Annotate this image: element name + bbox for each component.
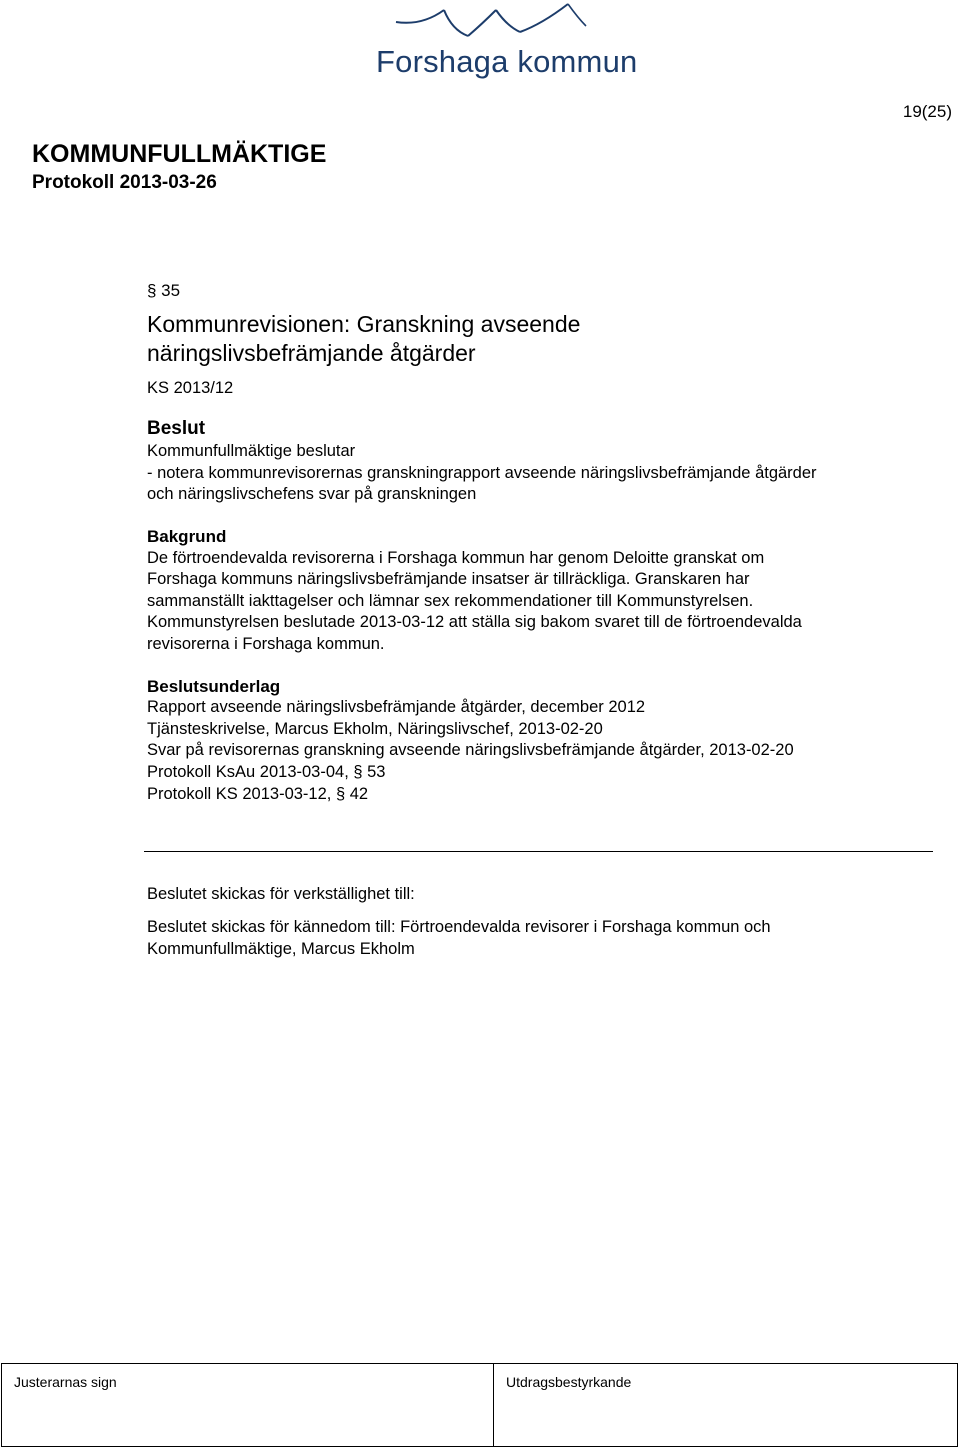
footer-certify-label: Utdragsbestyrkande: [506, 1374, 632, 1390]
logo-text: Forshaga kommun: [376, 44, 638, 79]
underlag-item: Protokoll KS 2013-03-12, § 42: [147, 784, 369, 803]
heading-line: Kommunrevisionen: Granskning avseende: [147, 310, 581, 337]
document-subtitle: Protokoll 2013-03-26: [32, 172, 217, 193]
page-number: 19(25): [902, 102, 952, 121]
case-number: KS 2013/12: [147, 378, 234, 397]
distribution-line: Kommunfullmäktige, Marcus Ekholm: [147, 940, 415, 958]
underlag-item: Tjänsteskrivelse, Marcus Ekholm, Näringslivschef, 2013-02-20: [147, 719, 603, 738]
signature-footer: [1, 1363, 958, 1447]
beslutsunderlag-title: Beslutsunderlag: [147, 676, 281, 696]
beslut-line: Kommunfullmäktige beslutar: [147, 442, 356, 461]
divider: [144, 851, 933, 852]
distribution-line: Beslutet skickas för kännedom till: Förtroendevalda revisorer i Forshaga kommun och: [147, 918, 771, 936]
distribution-information: [147, 916, 771, 960]
protocol-section: [147, 280, 937, 805]
bakgrund-line: sammanställt iakttagelser och lämnar sex rekommendationer till Kommunstyrelsen.: [147, 591, 754, 610]
heading-line: näringslivsbefrämjande åtgärder: [147, 339, 476, 366]
footer-divider: [493, 1363, 494, 1447]
bakgrund-line: De förtroendevalda revisorerna i Forshaga kommun har genom Deloitte granskat om: [147, 548, 765, 567]
underlag-item: Rapport avseende näringslivsbefrämjande åtgärder, december 2012: [147, 698, 646, 717]
document-title: KOMMUNFULLMÄKTIGE: [32, 140, 327, 168]
bakgrund-line: Forshaga kommuns näringslivsbefrämjande insatser är tillräckliga. Granskaren har: [147, 570, 750, 589]
underlag-item: Protokoll KsAu 2013-03-04, § 53: [147, 762, 386, 781]
beslut-line: och näringslivschefens svar på granskningen: [147, 485, 477, 504]
bakgrund-line: Kommunstyrelsen beslutade 2013-03-12 att ställa sig bakom svaret till de förtroendevalda: [147, 613, 802, 632]
beslut-line: - notera kommunrevisorernas granskningrapport avseende näringslivsbefrämjande åtgärder: [147, 463, 817, 482]
beslut-title: Beslut: [147, 418, 206, 440]
underlag-item: Svar på revisorernas granskning avseende näringslivsbefrämjande åtgärder, 2013-02-20: [147, 741, 794, 760]
distribution-execution: Beslutet skickas för verkställighet till:: [147, 885, 415, 903]
bakgrund-line: revisorerna i Forshaga kommun.: [147, 634, 385, 653]
paragraph-number: § 35: [147, 281, 181, 300]
footer-sign-label: Justerarnas sign: [14, 1374, 117, 1390]
section-heading: [147, 310, 937, 368]
bakgrund-title: Bakgrund: [147, 526, 227, 546]
